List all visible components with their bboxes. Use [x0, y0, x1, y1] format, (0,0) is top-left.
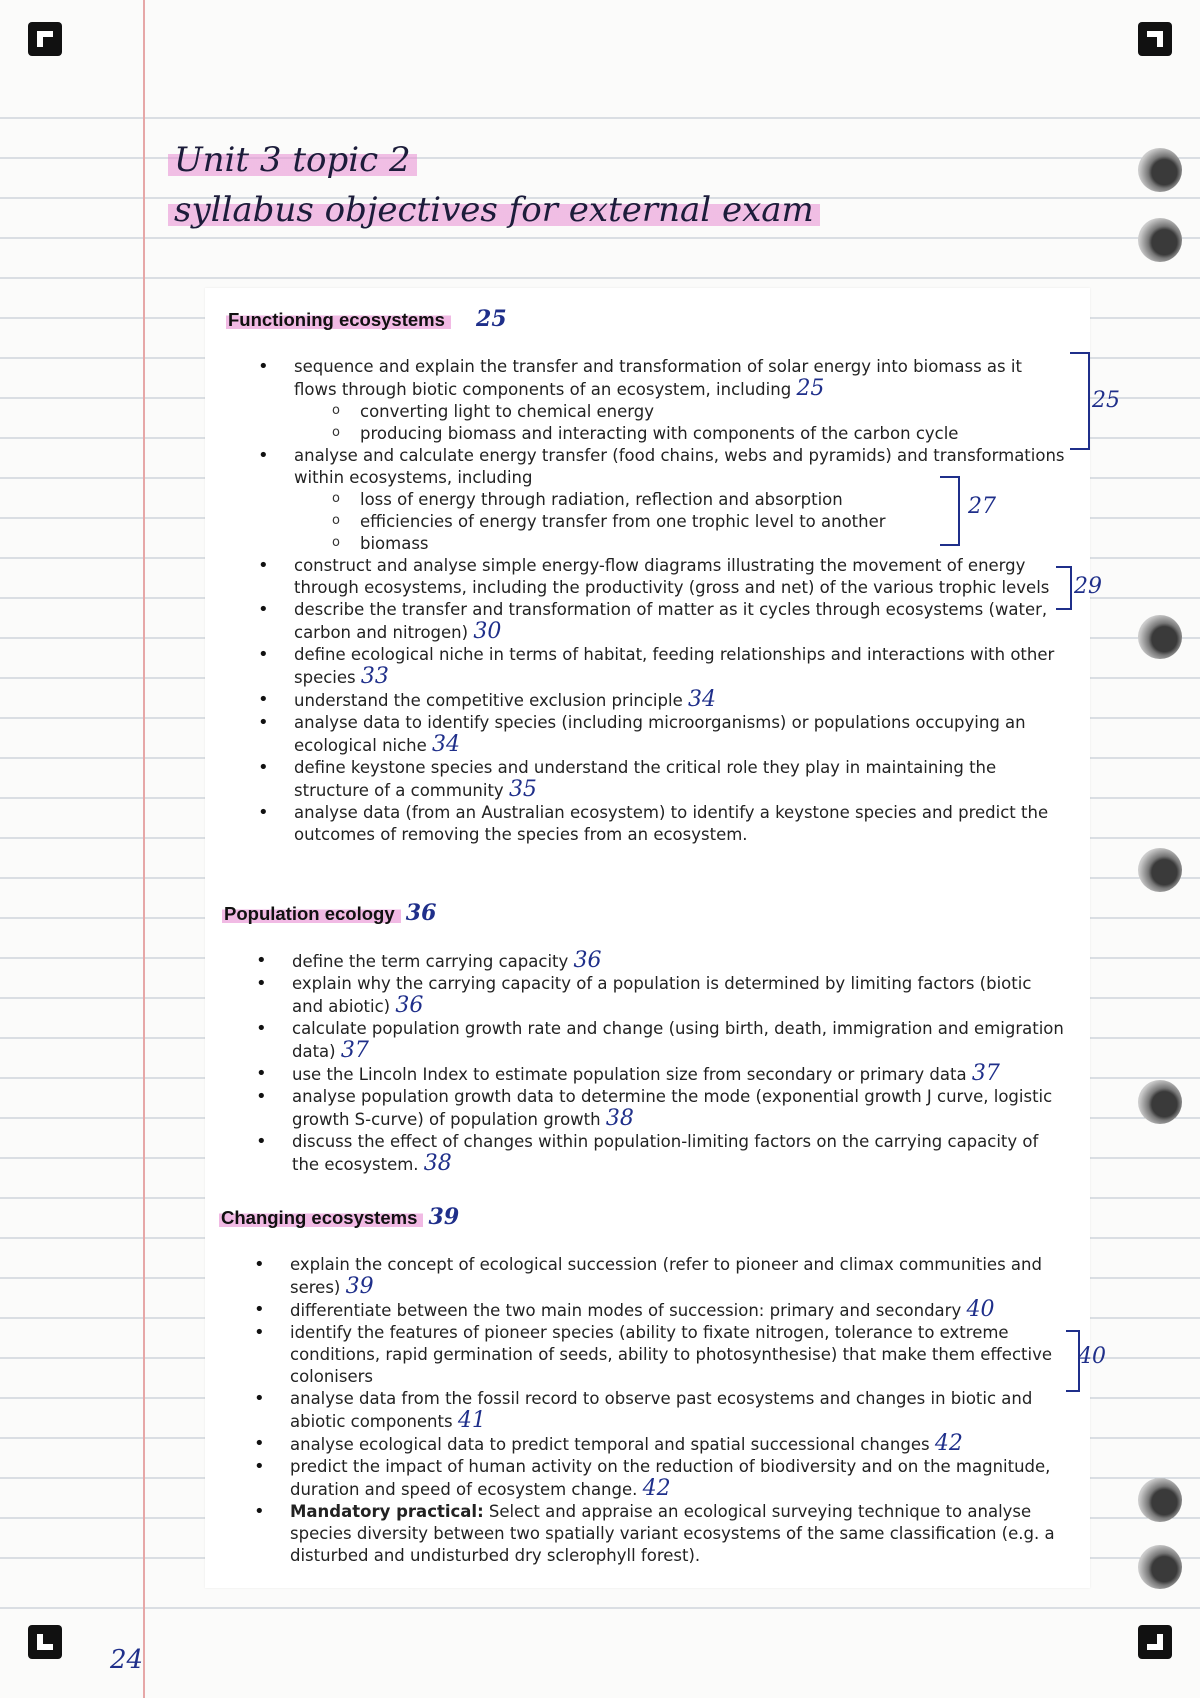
list-item: • analyse and calculate energy transfer (food chains, webs and pyramids) and transformations within ecosystems, including o loss of energy through radiation, reflection and absorption o efficiencies of energy transfer from one trophic level to another o biomass [258, 445, 1068, 555]
list-item: • analyse data from the fossil record to observe past ecosystems and changes in biotic and abiotic components 41 [254, 1388, 1064, 1433]
sub-list-item: o biomass [332, 533, 1068, 555]
list-item: • Mandatory practical: Select and appraise an ecological surveying technique to analyse species diversity between two spatially variant ecosystems of the same classification (e.g. a disturbed and undisturbed dry sclerophyll forest). [254, 1501, 1064, 1567]
changing-ecosystems-list [254, 1254, 1064, 1567]
list-item: • analyse data to identify species (including microorganisms) or populations occupying an ecological niche 34 [258, 712, 1068, 757]
list-item: • analyse ecological data to predict temporal and spatial successional changes 42 [254, 1433, 1064, 1456]
bracket-mark [1056, 566, 1072, 610]
margin-line [143, 0, 145, 1698]
list-item: • understand the competitive exclusion principle 34 [258, 689, 1068, 712]
list-item: • calculate population growth rate and change (using birth, death, immigration and emigration data) 37 [256, 1018, 1066, 1063]
bracket-note: 27 [968, 494, 996, 519]
section-heading-functioning-ecosystems: Functioning ecosystems 25 [228, 306, 507, 332]
population-ecology-list [256, 950, 1066, 1176]
bracket-mark [940, 476, 960, 546]
sub-list-item: o efficiencies of energy transfer from one trophic level to another [332, 511, 1068, 533]
heading-line-2: syllabus objectives for external exam [168, 190, 820, 230]
corner-marker-bottom-right-icon [1138, 1625, 1172, 1659]
binder-hole [1138, 1478, 1182, 1522]
list-item: • analyse data (from an Australian ecosystem) to identify a keystone species and predict the outcomes of removing the species from an ecosystem. [258, 802, 1068, 846]
list-item: • identify the features of pioneer species (ability to fixate nitrogen, tolerance to extreme conditions, rapid germination of seeds, ability to photosynthesise) that make them effective colonisers [254, 1322, 1064, 1388]
binder-hole [1138, 218, 1182, 262]
binder-hole [1138, 1545, 1182, 1589]
list-item: • explain the concept of ecological succession (refer to pioneer and climax communities and seres) 39 [254, 1254, 1064, 1299]
bracket-mark [1070, 352, 1090, 450]
binder-hole [1138, 615, 1182, 659]
list-item: • predict the impact of human activity on the reduction of biodiversity and on the magnitude, duration and speed of ecosystem change. 42 [254, 1456, 1064, 1501]
functioning-ecosystems-list [258, 356, 1068, 846]
list-item: • construct and analyse simple energy-flow diagrams illustrating the movement of energy through ecosystems, including the productivity (gross and net) of the various trophic levels [258, 555, 1068, 599]
list-item: • discuss the effect of changes within population-limiting factors on the carrying capacity of the ecosystem. 38 [256, 1131, 1066, 1176]
list-item: • define keystone species and understand the critical role they play in maintaining the structure of a community 35 [258, 757, 1068, 802]
sub-list-item: o producing biomass and interacting with components of the carbon cycle [332, 423, 1068, 445]
list-item: • sequence and explain the transfer and transformation of solar energy into biomass as it flows through biotic components of an ecosystem, including 25 o converting light to chemical energy o producing biomass and interacting with components of the carbon cycle [258, 356, 1068, 445]
bracket-note: 29 [1074, 574, 1102, 599]
bracket-note: 40 [1078, 1344, 1106, 1369]
heading-line-1: Unit 3 topic 2 [168, 140, 417, 180]
corner-marker-bottom-left-icon [28, 1625, 62, 1659]
corner-marker-top-left-icon [28, 22, 62, 56]
sub-list-item: o loss of energy through radiation, reflection and absorption [332, 489, 1068, 511]
list-item: • define the term carrying capacity 36 [256, 950, 1066, 973]
sub-list-item: o converting light to chemical energy [332, 401, 1068, 423]
page-number: 24 [110, 1645, 144, 1675]
bracket-note: 25 [1092, 388, 1120, 413]
list-item: • define ecological niche in terms of habitat, feeding relationships and interactions with other species 33 [258, 644, 1068, 689]
binder-hole [1138, 148, 1182, 192]
corner-marker-top-right-icon [1138, 22, 1172, 56]
list-item: • use the Lincoln Index to estimate population size from secondary or primary data 37 [256, 1063, 1066, 1086]
section-heading-population-ecology: Population ecology 36 [224, 900, 437, 926]
binder-hole [1138, 848, 1182, 892]
list-item: • analyse population growth data to determine the mode (exponential growth J curve, logistic growth S-curve) of population growth 38 [256, 1086, 1066, 1131]
section-heading-changing-ecosystems: Changing ecosystems 39 [221, 1204, 460, 1230]
binder-hole [1138, 1080, 1182, 1124]
list-item: • explain why the carrying capacity of a population is determined by limiting factors (biotic and abiotic) 36 [256, 973, 1066, 1018]
list-item: • differentiate between the two main modes of succession: primary and secondary 40 [254, 1299, 1064, 1322]
list-item: • describe the transfer and transformation of matter as it cycles through ecosystems (water, carbon and nitrogen) 30 [258, 599, 1068, 644]
